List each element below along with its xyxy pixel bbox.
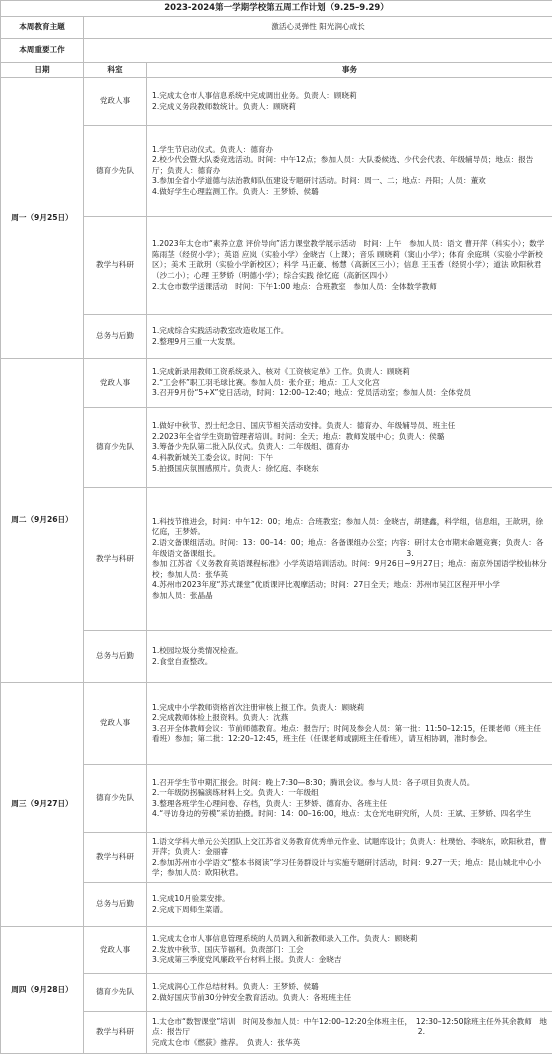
- plan-title: 2023-2024第一学期学校第五周工作计划（9.25–9.29）: [1, 1, 552, 17]
- task-line: 2.校少代会暨大队委竞选活动。时间：中午12点；参加人员：大队委候选、少代会代表、年级辅导员；地点：报告厅；负责人：德育办: [152, 155, 547, 176]
- dept-label: 德育少先队: [84, 408, 147, 488]
- header-item: 事务: [147, 62, 552, 78]
- dept-label: 党政人事: [84, 927, 147, 974]
- task-line: 1.完成润心工作总结材料。负责人：王梦娇、侯璐: [152, 982, 547, 993]
- dept-label: 教学与科研: [84, 488, 147, 631]
- task-line: 3.召开全体教师会议：节前师德教育。地点：报告厅；时间及参会人员：第一批：11:50–12:15，任课老师（班主任看班）参加；第二批：12:20–12:45，班主任（任课老师或副班主任看班），请互相协调，准时参会。: [152, 724, 547, 745]
- task-line: 1.校园垃圾分类情况检查。: [152, 646, 547, 657]
- day-label: 周一（9月25日）: [1, 78, 84, 359]
- task-line: 5.拍摄国庆氛围感照片。负责人：徐忆庭、李晓东: [152, 464, 547, 475]
- task-line: 2.整理9月三重一大发票。: [152, 337, 547, 348]
- theme-label: 本周教育主题: [1, 16, 84, 38]
- task-cell: [147, 126, 552, 217]
- header-date: 日期: [1, 62, 84, 78]
- task-line: 1.完成太仓市人事信息管理系统的人员调入和新教师录入工作。负责人：顾晓莉: [152, 934, 547, 945]
- task-line: 参加人员：张晶晶: [152, 591, 547, 602]
- schedule-row: [1, 217, 552, 315]
- schedule-row: [1, 883, 552, 927]
- task-line: 2.2023年全省学生资助管理者培训。时间：全天；地点：教师发展中心；负责人：侯璐: [152, 432, 547, 443]
- task-line: 3.整理各班学生心理问卷、存档，负责人：王梦娇、德育办、各班主任: [152, 799, 547, 810]
- task-cell: [147, 927, 552, 974]
- dept-label: 德育少先队: [84, 765, 147, 833]
- schedule-row: [1, 78, 552, 126]
- theme-value: 激活心灵弹性 阳光润心成长: [84, 16, 552, 38]
- task-cell: [147, 488, 552, 631]
- dept-label: 总务与后勤: [84, 631, 147, 683]
- schedule-row: [1, 765, 552, 833]
- task-line: 1.语文学科大单元公关团队上交江苏省义务教育优秀单元作业、试题库设计；负责人：杜璞怡、李晓东，欧阳秋君，曹开萍；负责人：金丽睿: [152, 837, 547, 858]
- task-line: 1.召开学生节中期汇报会。时间：晚上7:30—8:30；腾讯会议。参与人员：各子项目负责人员。: [152, 778, 547, 789]
- task-line: 2.语文备课组活动。时间：13：00–14：00；地点：各备课组办公室；内容：研讨太仓市期末命题竞赛；负责人：各年级语文备课组长。 3.: [152, 538, 547, 559]
- task-line: 2.发放中秋节、国庆节福利。负责部门：工会: [152, 945, 547, 956]
- key-work-value: [84, 38, 552, 62]
- task-cell: [147, 833, 552, 883]
- task-line: 4.苏州市2023年度“苏式课堂”优质课评比观摩活动；时间：27日全天；地点：苏州市吴江区程开甲小学: [152, 580, 547, 591]
- schedule-row: [1, 1012, 552, 1054]
- task-cell: [147, 765, 552, 833]
- task-line: 1.完成10月验菜安排。: [152, 894, 547, 905]
- task-cell: [147, 359, 552, 408]
- task-line: 1.做好中秋节、烈士纪念日、国庆节相关活动安排。负责人：德育办、年级辅导员、班主任: [152, 421, 547, 432]
- schedule-row: [1, 833, 552, 883]
- schedule-row: [1, 359, 552, 408]
- task-line: 完成太仓市《燃荻》推荐。 负责人：张华英: [152, 1038, 547, 1049]
- schedule-row: [1, 408, 552, 488]
- task-line: 1.太仓市“数智课堂”培训 时间及参加人员：中午12:00–12:20全体班主任， 12:30–12:50除班主任外其余教师 地点：报告厅 2.: [152, 1017, 547, 1038]
- day-label: 周四（9月28日）: [1, 927, 84, 1054]
- task-line: 1.学生节启动仪式。负责人：德育办: [152, 145, 547, 156]
- task-cell: [147, 683, 552, 765]
- task-line: 2.食堂自查整改。: [152, 657, 547, 668]
- task-line: 2.“工会杯”职工羽毛球比赛。参加人员：张介亚；地点：工人文化宫: [152, 378, 547, 389]
- day-label: 周三（9月27日）: [1, 683, 84, 927]
- task-line: 2.完成下周师生菜谱。: [152, 905, 547, 916]
- task-cell: [147, 974, 552, 1012]
- task-cell: [147, 883, 552, 927]
- task-line: 4.科教新城关工委会议。时间：下午: [152, 453, 547, 464]
- task-line: 1.完成新录用教师工资系统录入、核对《工资核定单》工作。负责人：顾晓莉: [152, 367, 547, 378]
- task-line: 1.完成中小学教师资格首次注册审核上报工作。负责人：顾晓莉: [152, 703, 547, 714]
- task-line: 2.参加苏州市小学语文“整本书阅读”学习任务群设计与实施专题研讨活动，时间：9.27一天；地点：昆山城北中心小学；参加人员：欧阳秋君。: [152, 858, 547, 879]
- task-line: 3.筹备少先队第二批入队仪式。负责人：二年级组、德育办: [152, 442, 547, 453]
- task-cell: [147, 631, 552, 683]
- header-dept: 科室: [84, 62, 147, 78]
- schedule-row: [1, 974, 552, 1012]
- task-cell: [147, 408, 552, 488]
- task-cell: [147, 315, 552, 359]
- schedule-row: [1, 683, 552, 765]
- task-line: 2.完成教师体检上报资料。负责人：沈燕: [152, 713, 547, 724]
- schedule-row: [1, 631, 552, 683]
- day-label: 周二（9月26日）: [1, 359, 84, 683]
- dept-label: 总务与后勤: [84, 883, 147, 927]
- schedule-row: [1, 927, 552, 974]
- task-line: 4.做好学生心理监测工作。负责人：王梦娇、侯璐: [152, 187, 547, 198]
- task-line: 参加 江苏省《义务教育英语课程标准》小学英语培训活动。时间：9月26日~9月27日；地点：南京外国语学校仙林分校；参加人员：张华英: [152, 559, 547, 580]
- schedule-row: [1, 126, 552, 217]
- task-line: 1.科技节推进会，时间：中午12：00；地点：合班教室；参加人员：金晓吉，胡建鑫，科学组，信息组，王歆玥，徐忆庭，王梦娇。: [152, 517, 547, 538]
- task-cell: [147, 78, 552, 126]
- task-line: 2.一年级防拐骗演练材料上交。负责人：一年级组: [152, 788, 547, 799]
- key-work-label: 本周重要工作: [1, 38, 84, 62]
- task-line: 1.完成综合实践活动教室改造收尾工作。: [152, 326, 547, 337]
- dept-label: 德育少先队: [84, 974, 147, 1012]
- task-line: 3.召开9月份“5+X”党日活动，时间：12:00–12:40；地点：党员活动室；参加人员：全体党员: [152, 388, 547, 399]
- task-cell: [147, 1012, 552, 1054]
- schedule-row: [1, 488, 552, 631]
- task-line: 2.完成义务段教师数统计。负责人：顾晓莉: [152, 102, 547, 113]
- task-cell: [147, 217, 552, 315]
- schedule-body: [1, 78, 552, 1054]
- dept-label: 教学与科研: [84, 833, 147, 883]
- dept-label: 总务与后勤: [84, 315, 147, 359]
- dept-label: 党政人事: [84, 683, 147, 765]
- task-line: 4.“寻访身边的劳模”采访拍摄。时间：14：00–16:00，地点：太仓光电研究所，人员：王斌、王梦娇、四名学生: [152, 809, 547, 820]
- dept-label: 教学与科研: [84, 1012, 147, 1054]
- dept-label: 党政人事: [84, 359, 147, 408]
- task-line: 2.做好国庆节前30分钟安全教育活动。负责人：各班班主任: [152, 993, 547, 1004]
- task-line: 3.完成第三季度党风廉政平台材料上报。负责人：金晓吉: [152, 955, 547, 966]
- dept-label: 党政人事: [84, 78, 147, 126]
- dept-label: 教学与科研: [84, 217, 147, 315]
- task-line: 1.2023年太仓市“素养立意 评价导向”活力课堂教学展示活动 时间：上午 参加人员：语文 曹开萍（科实小）；数学 陈雨茎（经贸小学）；英语 应岚（实验小学）金晓吉（上课）；音乐 顾晓莉（窦山小学）；体育 余庭琪（实验小学新校区）；美术 王歆玥（实验小学新校区）；科学 马正豪、杨慧（高新区三小）；信息 王玉香（经贸小学）；道法 欧阳秋君（沙二小）；心理 王梦娇（明德小学）；综合实践 徐忆庭（高新区四小）: [152, 239, 547, 281]
- task-line: 1.完成太仓市人事信息系统中完成调出业务。负责人：顾晓莉: [152, 91, 547, 102]
- schedule-row: [1, 315, 552, 359]
- task-line: 2.太仓市数学送课活动 时间：下午1:00 地点：合班教室 参加人员：全体数学教师: [152, 282, 547, 293]
- task-line: 3.参加全省小学道德与法治教师队伍建设专题研讨活动。时间：周一、二；地点：丹阳；人员：董欢: [152, 176, 547, 187]
- dept-label: 德育少先队: [84, 126, 147, 217]
